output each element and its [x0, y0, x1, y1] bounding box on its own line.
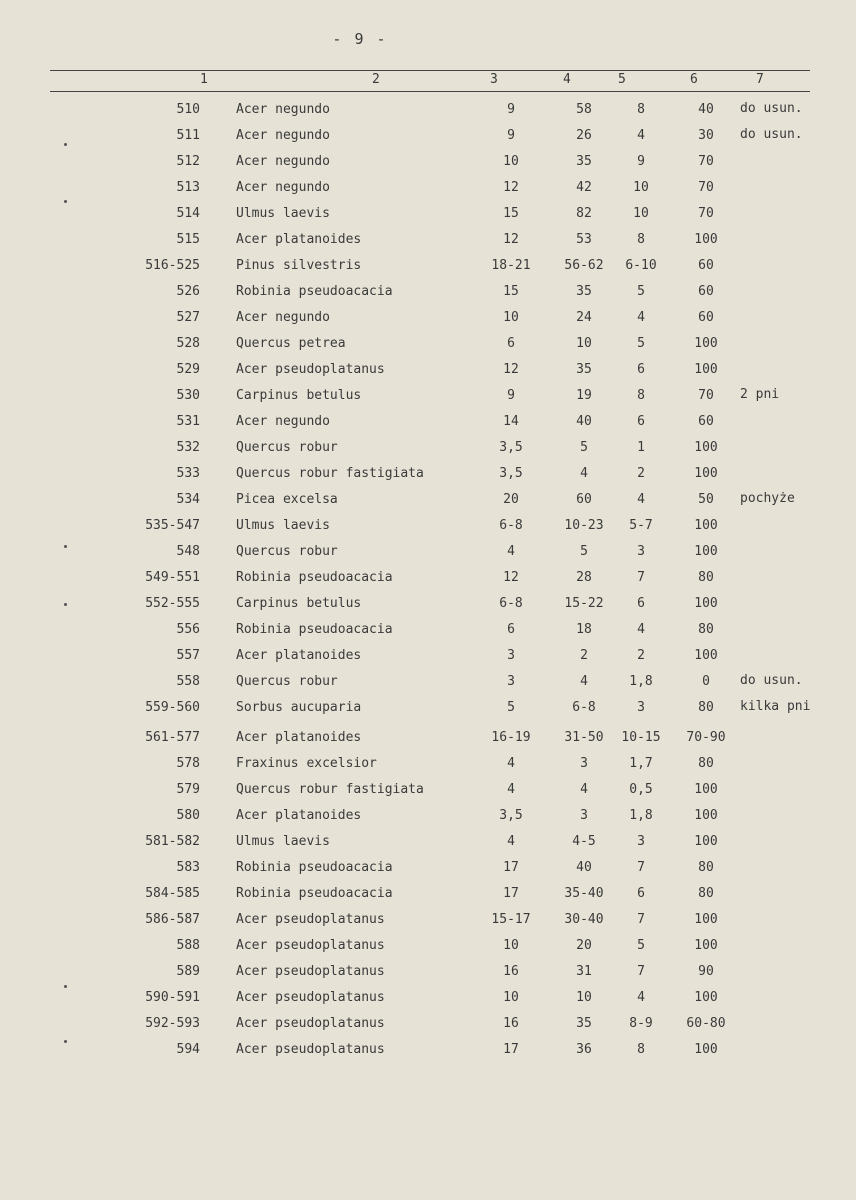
cell-number: 510: [176, 102, 200, 117]
table-row: [0, 670, 856, 696]
cell-col-4: 40: [576, 860, 592, 875]
cell-col-5: 5-7: [629, 518, 653, 533]
cell-col-6: 100: [694, 1042, 718, 1057]
cell-col-4: 10: [576, 990, 592, 1005]
cell-number: 535-547: [145, 518, 200, 533]
cell-col-6: 100: [694, 912, 718, 927]
cell-species: Carpinus betulus: [236, 596, 362, 611]
cell-number: 579: [176, 782, 200, 797]
cell-col-5: 3: [637, 544, 645, 559]
cell-col-5: 7: [637, 964, 645, 979]
cell-number: 516-525: [145, 258, 200, 273]
cell-species: Robinia pseudoacacia: [236, 860, 393, 875]
cell-col-3: 10: [503, 938, 519, 953]
cell-species: Robinia pseudoacacia: [236, 570, 393, 585]
cell-col-3: 17: [503, 1042, 519, 1057]
cell-col-6: 100: [694, 648, 718, 663]
cell-col-6: 70: [698, 388, 714, 403]
cell-col-6: 80: [698, 570, 714, 585]
cell-col-5: 5: [637, 284, 645, 299]
cell-col-4: 31: [576, 964, 592, 979]
table-row: [0, 514, 856, 540]
cell-col-6: 100: [694, 232, 718, 247]
cell-col-5: 4: [637, 128, 645, 143]
cell-species: Acer platanoides: [236, 232, 362, 247]
cell-col-4: 4: [580, 782, 588, 797]
cell-species: Acer negundo: [236, 102, 330, 117]
table-row: [0, 592, 856, 618]
cell-species: Acer platanoides: [236, 808, 362, 823]
cell-col-5: 2: [637, 648, 645, 663]
cell-species: Acer pseudoplatanus: [236, 1016, 385, 1031]
cell-species: Ulmus laevis: [236, 518, 330, 533]
page-number: - 9 -: [332, 30, 388, 48]
cell-number: 531: [176, 414, 200, 429]
table-row: [0, 202, 856, 228]
cell-species: Quercus robur fastigiata: [236, 466, 424, 481]
cell-remarks: do usun.: [740, 127, 803, 142]
cell-species: Robinia pseudoacacia: [236, 886, 393, 901]
cell-col-6: 100: [694, 938, 718, 953]
table-row: [0, 176, 856, 202]
cell-col-3: 15: [503, 206, 519, 221]
cell-species: Robinia pseudoacacia: [236, 622, 393, 637]
cell-col-5: 4: [637, 990, 645, 1005]
cell-col-4: 56-62: [564, 258, 604, 273]
cell-col-3: 3: [507, 648, 515, 663]
cell-col-4: 10: [576, 336, 592, 351]
cell-number: 526: [176, 284, 200, 299]
cell-number: 511: [176, 128, 200, 143]
cell-number: 513: [176, 180, 200, 195]
cell-number: 580: [176, 808, 200, 823]
cell-col-3: 12: [503, 362, 519, 377]
table-row: [0, 830, 856, 856]
cell-col-5: 1,7: [629, 756, 653, 771]
cell-number: 515: [176, 232, 200, 247]
cell-col-4: 19: [576, 388, 592, 403]
table-row: [0, 150, 856, 176]
table-row: [0, 618, 856, 644]
cell-number: 583: [176, 860, 200, 875]
cell-species: Carpinus betulus: [236, 388, 362, 403]
cell-col-6: 100: [694, 544, 718, 559]
cell-col-5: 7: [637, 570, 645, 585]
cell-species: Ulmus laevis: [236, 834, 330, 849]
cell-col-3: 9: [507, 102, 515, 117]
cell-col-5: 7: [637, 860, 645, 875]
cell-number: 514: [176, 206, 200, 221]
table-row: [0, 644, 856, 670]
cell-col-3: 3,5: [499, 440, 523, 455]
cell-number: 586-587: [145, 912, 200, 927]
cell-col-4: 30-40: [564, 912, 604, 927]
cell-species: Acer pseudoplatanus: [236, 362, 385, 377]
cell-col-6: 50: [698, 492, 714, 507]
cell-col-3: 14: [503, 414, 519, 429]
table-row: [0, 254, 856, 280]
cell-number: 578: [176, 756, 200, 771]
margin-dot: [64, 200, 67, 203]
cell-species: Quercus petrea: [236, 336, 346, 351]
table-row: [0, 384, 856, 410]
cell-species: Quercus robur fastigiata: [236, 782, 424, 797]
cell-col-6: 60: [698, 258, 714, 273]
margin-dot: [64, 545, 67, 548]
header-col-3: 3: [490, 72, 498, 87]
table-row: [0, 778, 856, 804]
cell-col-6: 100: [694, 990, 718, 1005]
table-row: [0, 462, 856, 488]
cell-col-4: 3: [580, 808, 588, 823]
cell-col-5: 5: [637, 938, 645, 953]
table-row: [0, 358, 856, 384]
header-col-4: 4: [563, 72, 571, 87]
cell-col-4: 4-5: [572, 834, 596, 849]
cell-col-6: 60: [698, 310, 714, 325]
cell-col-4: 35: [576, 1016, 592, 1031]
cell-number: 581-582: [145, 834, 200, 849]
cell-col-3: 3,5: [499, 466, 523, 481]
cell-number: 559-560: [145, 700, 200, 715]
cell-species: Acer pseudoplatanus: [236, 912, 385, 927]
cell-col-3: 12: [503, 232, 519, 247]
cell-col-3: 6: [507, 336, 515, 351]
cell-species: Acer pseudoplatanus: [236, 964, 385, 979]
table-row: [0, 882, 856, 908]
cell-col-4: 20: [576, 938, 592, 953]
cell-col-4: 36: [576, 1042, 592, 1057]
cell-col-6: 40: [698, 102, 714, 117]
header-col-2: 2: [372, 72, 380, 87]
cell-col-4: 4: [580, 466, 588, 481]
table-row: [0, 488, 856, 514]
table-row: [0, 856, 856, 882]
cell-col-6: 100: [694, 518, 718, 533]
cell-col-6: 60-80: [686, 1016, 726, 1031]
cell-remarks: do usun.: [740, 101, 803, 116]
cell-number: 512: [176, 154, 200, 169]
table-row: [0, 1012, 856, 1038]
cell-col-3: 10: [503, 310, 519, 325]
cell-col-5: 2: [637, 466, 645, 481]
margin-dot: [64, 603, 67, 606]
cell-col-3: 15-17: [491, 912, 531, 927]
cell-col-6: 70: [698, 154, 714, 169]
table-row: [0, 306, 856, 332]
cell-col-3: 9: [507, 128, 515, 143]
cell-species: Acer pseudoplatanus: [236, 990, 385, 1005]
cell-number: 532: [176, 440, 200, 455]
cell-col-4: 18: [576, 622, 592, 637]
table-row: [0, 696, 856, 726]
cell-col-5: 6: [637, 596, 645, 611]
table-row: [0, 934, 856, 960]
cell-col-5: 10-15: [621, 730, 661, 745]
cell-col-6: 100: [694, 808, 718, 823]
cell-species: Quercus robur: [236, 674, 338, 689]
cell-col-3: 4: [507, 834, 515, 849]
cell-col-4: 4: [580, 674, 588, 689]
cell-col-5: 8: [637, 1042, 645, 1057]
cell-col-4: 3: [580, 756, 588, 771]
cell-number: 534: [176, 492, 200, 507]
cell-col-5: 3: [637, 700, 645, 715]
cell-col-4: 35: [576, 154, 592, 169]
cell-species: Acer pseudoplatanus: [236, 1042, 385, 1057]
tree-table-body: [0, 98, 856, 1064]
cell-col-6: 100: [694, 596, 718, 611]
cell-col-5: 7: [637, 912, 645, 927]
cell-number: 533: [176, 466, 200, 481]
cell-number: 527: [176, 310, 200, 325]
cell-col-4: 10-23: [564, 518, 604, 533]
header-col-1: 1: [200, 72, 208, 87]
cell-col-5: 3: [637, 834, 645, 849]
table-row: [0, 228, 856, 254]
cell-number: 530: [176, 388, 200, 403]
cell-col-3: 12: [503, 180, 519, 195]
cell-col-6: 60: [698, 414, 714, 429]
cell-number: 592-593: [145, 1016, 200, 1031]
cell-col-4: 15-22: [564, 596, 604, 611]
cell-species: Quercus robur: [236, 440, 338, 455]
cell-species: Acer negundo: [236, 154, 330, 169]
cell-species: Ulmus laevis: [236, 206, 330, 221]
table-row: [0, 436, 856, 462]
cell-col-6: 100: [694, 440, 718, 455]
cell-number: 557: [176, 648, 200, 663]
margin-dot: [64, 143, 67, 146]
cell-col-4: 35: [576, 284, 592, 299]
cell-col-5: 5: [637, 336, 645, 351]
margin-dot: [64, 1040, 67, 1043]
cell-col-5: 1,8: [629, 674, 653, 689]
cell-number: 528: [176, 336, 200, 351]
cell-species: Sorbus aucuparia: [236, 700, 362, 715]
cell-number: 548: [176, 544, 200, 559]
cell-col-4: 5: [580, 440, 588, 455]
cell-col-6: 80: [698, 700, 714, 715]
cell-col-3: 17: [503, 860, 519, 875]
cell-col-3: 20: [503, 492, 519, 507]
cell-species: Acer negundo: [236, 180, 330, 195]
cell-number: 549-551: [145, 570, 200, 585]
cell-col-4: 26: [576, 128, 592, 143]
cell-col-3: 4: [507, 756, 515, 771]
cell-col-4: 53: [576, 232, 592, 247]
cell-col-5: 6: [637, 886, 645, 901]
cell-col-4: 42: [576, 180, 592, 195]
cell-col-6: 100: [694, 782, 718, 797]
cell-number: 529: [176, 362, 200, 377]
cell-species: Pinus silvestris: [236, 258, 362, 273]
cell-col-4: 24: [576, 310, 592, 325]
cell-species: Picea excelsa: [236, 492, 338, 507]
cell-species: Acer negundo: [236, 310, 330, 325]
table-row: [0, 566, 856, 592]
cell-species: Acer pseudoplatanus: [236, 938, 385, 953]
cell-col-4: 28: [576, 570, 592, 585]
cell-col-5: 6-10: [625, 258, 657, 273]
header-col-5: 5: [618, 72, 626, 87]
cell-number: 594: [176, 1042, 200, 1057]
table-row: [0, 124, 856, 150]
cell-col-6: 100: [694, 362, 718, 377]
cell-species: Acer negundo: [236, 128, 330, 143]
cell-col-5: 4: [637, 622, 645, 637]
cell-col-6: 80: [698, 886, 714, 901]
cell-col-3: 3: [507, 674, 515, 689]
cell-number: 584-585: [145, 886, 200, 901]
cell-species: Acer negundo: [236, 414, 330, 429]
cell-col-6: 0: [702, 674, 710, 689]
cell-species: Robinia pseudoacacia: [236, 284, 393, 299]
cell-col-6: 80: [698, 860, 714, 875]
cell-col-4: 2: [580, 648, 588, 663]
cell-col-4: 40: [576, 414, 592, 429]
cell-number: 590-591: [145, 990, 200, 1005]
cell-col-6: 100: [694, 834, 718, 849]
margin-dot: [64, 985, 67, 988]
table-row: [0, 410, 856, 436]
cell-col-4: 31-50: [564, 730, 604, 745]
table-row: [0, 752, 856, 778]
table-row: [0, 986, 856, 1012]
cell-col-6: 80: [698, 756, 714, 771]
table-row: [0, 98, 856, 124]
cell-col-6: 70: [698, 206, 714, 221]
header-col-6: 6: [690, 72, 698, 87]
cell-col-4: 5: [580, 544, 588, 559]
cell-col-5: 9: [637, 154, 645, 169]
cell-col-4: 58: [576, 102, 592, 117]
cell-col-3: 3,5: [499, 808, 523, 823]
header-col-7: 7: [756, 72, 764, 87]
cell-col-4: 60: [576, 492, 592, 507]
cell-col-5: 10: [633, 180, 649, 195]
cell-col-5: 8: [637, 232, 645, 247]
cell-col-6: 90: [698, 964, 714, 979]
cell-col-5: 8: [637, 388, 645, 403]
cell-col-3: 6-8: [499, 596, 523, 611]
cell-col-5: 10: [633, 206, 649, 221]
table-row: [0, 332, 856, 358]
header-top-rule: [50, 70, 810, 71]
cell-col-3: 12: [503, 570, 519, 585]
cell-number: 588: [176, 938, 200, 953]
cell-col-5: 6: [637, 414, 645, 429]
cell-col-5: 4: [637, 492, 645, 507]
cell-col-5: 6: [637, 362, 645, 377]
cell-col-4: 35-40: [564, 886, 604, 901]
cell-species: Fraxinus excelsior: [236, 756, 377, 771]
cell-number: 556: [176, 622, 200, 637]
cell-remarks: kilka pni: [740, 699, 811, 714]
cell-col-3: 4: [507, 544, 515, 559]
cell-col-3: 6-8: [499, 518, 523, 533]
cell-col-3: 5: [507, 700, 515, 715]
cell-species: Quercus robur: [236, 544, 338, 559]
header-bottom-rule: [50, 91, 810, 92]
cell-col-6: 60: [698, 284, 714, 299]
cell-col-6: 70: [698, 180, 714, 195]
table-row: [0, 540, 856, 566]
cell-col-5: 4: [637, 310, 645, 325]
cell-remarks: do usun.: [740, 673, 803, 688]
cell-col-5: 1: [637, 440, 645, 455]
cell-col-3: 16: [503, 964, 519, 979]
cell-col-3: 10: [503, 154, 519, 169]
table-row: [0, 908, 856, 934]
cell-number: 552-555: [145, 596, 200, 611]
table-header: [0, 72, 856, 90]
cell-col-3: 17: [503, 886, 519, 901]
cell-col-4: 6-8: [572, 700, 596, 715]
cell-col-3: 18-21: [491, 258, 531, 273]
cell-col-5: 1,8: [629, 808, 653, 823]
cell-col-4: 82: [576, 206, 592, 221]
table-row: [0, 1038, 856, 1064]
cell-col-6: 80: [698, 622, 714, 637]
cell-col-5: 8-9: [629, 1016, 653, 1031]
cell-species: Acer platanoides: [236, 648, 362, 663]
cell-remarks: 2 pni: [740, 387, 780, 402]
cell-number: 589: [176, 964, 200, 979]
table-row: [0, 804, 856, 830]
cell-remarks: pochyże: [740, 491, 795, 506]
cell-col-6: 30: [698, 128, 714, 143]
table-row: [0, 280, 856, 306]
cell-col-4: 35: [576, 362, 592, 377]
cell-col-6: 100: [694, 336, 718, 351]
cell-number: 558: [176, 674, 200, 689]
cell-col-5: 8: [637, 102, 645, 117]
cell-col-6: 100: [694, 466, 718, 481]
table-row: [0, 960, 856, 986]
cell-number: 561-577: [145, 730, 200, 745]
cell-col-5: 0,5: [629, 782, 653, 797]
cell-col-3: 10: [503, 990, 519, 1005]
cell-col-3: 9: [507, 388, 515, 403]
cell-col-6: 70-90: [686, 730, 726, 745]
cell-species: Acer platanoides: [236, 730, 362, 745]
table-row: [0, 726, 856, 752]
cell-col-3: 15: [503, 284, 519, 299]
cell-col-3: 16: [503, 1016, 519, 1031]
cell-col-3: 6: [507, 622, 515, 637]
cell-col-3: 4: [507, 782, 515, 797]
cell-col-3: 16-19: [491, 730, 531, 745]
